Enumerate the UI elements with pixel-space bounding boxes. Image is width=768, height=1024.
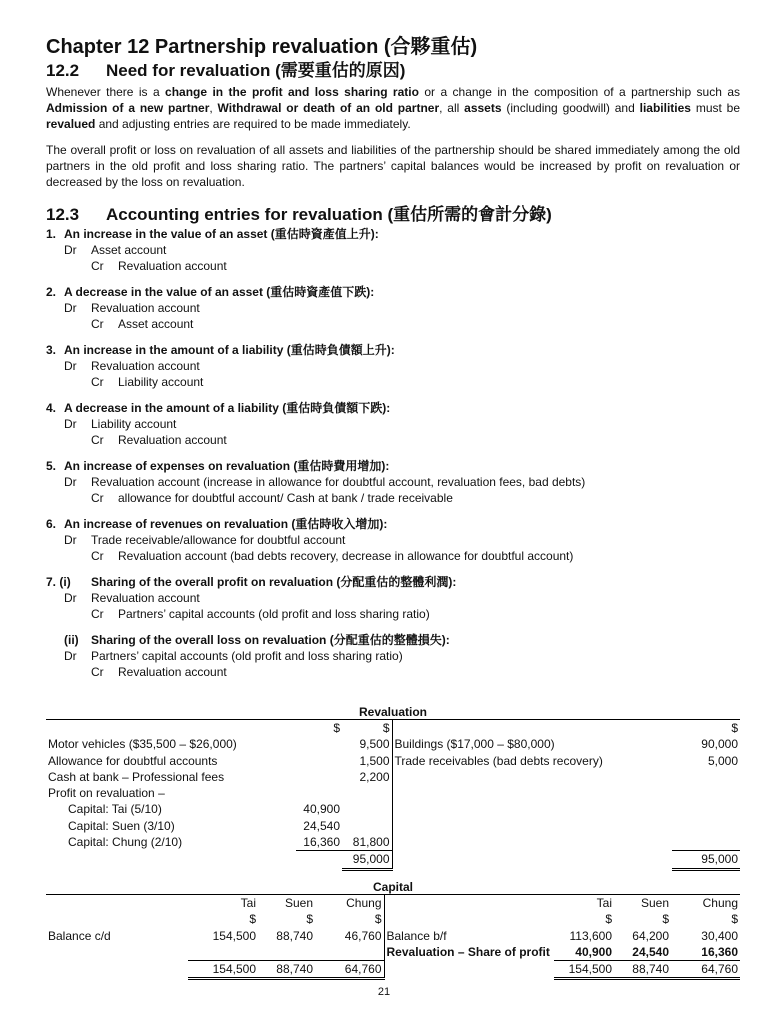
debit-account: Liability account: [91, 417, 177, 431]
dr-label: Dr: [64, 417, 77, 431]
entry-number: 3.: [46, 343, 57, 357]
para1-bold-assets: assets: [464, 101, 502, 115]
dr-label: Dr: [64, 243, 77, 257]
paragraph-need-for-revaluation: [46, 84, 740, 132]
partner-header: Chung: [671, 895, 740, 912]
total-debit: 95,000: [342, 851, 392, 869]
entry-7-ii: [46, 632, 740, 680]
total: 64,760: [671, 961, 740, 979]
cr-label: Cr: [91, 607, 104, 621]
debit-item: Profit on revaluation –: [48, 786, 165, 801]
para1-text-i: (including goodwill) and: [501, 101, 640, 115]
header-row: [46, 895, 740, 912]
dr-label: Dr: [64, 649, 77, 663]
chapter-title: Chapter 12 Partnership revaluation (合夥重估): [46, 36, 478, 58]
credit-account: allowance for doubtful account/ Cash at bank / trade receivable: [118, 491, 453, 505]
total: 88,740: [258, 961, 315, 979]
dr-label: Dr: [64, 475, 77, 489]
entry-number: [46, 574, 91, 590]
para1-bold-admission: Admission of a new partner: [46, 101, 210, 115]
credit-item: Revaluation – Share of profit: [386, 945, 550, 960]
debit-item: Cash at bank – Professional fees: [48, 769, 225, 784]
debit-account: Asset account: [91, 243, 167, 257]
currency-symbol: $: [672, 720, 740, 737]
section-title: Need for revaluation (需要重估的原因): [106, 61, 406, 80]
amount: 5,000: [707, 753, 738, 768]
debit-account: Trade receivable/allowance for doubtful account: [91, 533, 346, 547]
entry-7: [46, 574, 740, 680]
amount: 40,900: [303, 802, 340, 817]
amount: 16,360: [701, 944, 738, 959]
table-row: [46, 720, 740, 737]
entry-title: Sharing of the overall loss on revaluation (分配重估的整體損失):: [91, 633, 450, 647]
total: 64,760: [315, 961, 384, 979]
partner-header: Tai: [554, 895, 614, 912]
entry-7ii-number: (ii): [64, 633, 79, 647]
table-row: [46, 834, 740, 851]
totals-row: [46, 851, 740, 869]
debit-item: Balance c/d: [48, 928, 111, 943]
debit-item: Allowance for doubtful accounts: [48, 753, 218, 768]
amount: 1,500: [342, 753, 392, 769]
amount: 9,500: [342, 736, 392, 752]
para1-bold-liabilities: liabilities: [639, 101, 691, 115]
amount: 46,760: [315, 928, 384, 944]
section-number: 12.2: [46, 61, 80, 80]
paragraph-sharing: The overall profit or loss on revaluation of all assets and liabilities of the partnership should be shared immediately among the old partners in the old profit and loss sharing ratio. The partners’ capital balances would be increased by profit on revaluation or decreased by the loss on revaluation.: [46, 143, 740, 189]
table-row: [46, 769, 740, 785]
currency-symbol: $: [249, 912, 256, 927]
credit-item: Buildings ($17,000 – $80,000): [394, 737, 555, 752]
entry-6: [46, 516, 740, 564]
entry-5: [46, 458, 740, 506]
currency-symbol: $: [296, 720, 342, 737]
para1-bold-withdrawal: Withdrawal or death of an old partner: [217, 101, 440, 115]
partner-header: Tai: [188, 895, 258, 912]
entry-number: 2.: [46, 285, 57, 299]
para1-text-e: ,: [209, 101, 218, 115]
capital-title: Capital: [372, 880, 413, 894]
entry-number: 4.: [46, 401, 57, 415]
debit-account: Revaluation account: [91, 591, 200, 605]
partner-header: Suen: [258, 895, 315, 912]
para1-text-k: must be: [690, 101, 741, 115]
entry-number: 5.: [46, 459, 57, 473]
cr-label: Cr: [91, 491, 104, 505]
section-heading-12-2: [46, 60, 740, 82]
para1-text-g: , all: [439, 101, 465, 115]
currency-symbol: $: [731, 912, 738, 927]
document-page: [46, 34, 740, 680]
debit-item: Motor vehicles ($35,500 – $26,000): [48, 737, 237, 752]
section-title: Accounting entries for revaluation (重估所需的會計分錄): [106, 205, 552, 224]
entry-title: An increase of revenues on revaluation (重估時收入增加):: [64, 517, 388, 531]
debit-account: Revaluation account: [91, 359, 200, 373]
table-row: [46, 928, 740, 944]
amount: [296, 753, 342, 769]
currency-symbol: $: [315, 911, 384, 927]
credit-account: Liability account: [118, 375, 204, 389]
cr-label: Cr: [91, 433, 104, 447]
para1-text-a: Whenever there is a: [46, 85, 166, 99]
entries-list: [46, 226, 740, 680]
amount: 24,540: [632, 944, 669, 959]
amount: 90,000: [701, 737, 738, 752]
para1-text-c: or a change in the composition of a partnership such as: [418, 85, 740, 99]
debit-account: Revaluation account (increase in allowance for doubtful account, revaluation fees, bad debts): [91, 475, 586, 489]
total: 88,740: [614, 961, 671, 979]
entry-title: A decrease in the amount of a liability (重估時負債額下跌):: [64, 401, 391, 415]
table-row: [46, 818, 740, 834]
credit-item: Balance b/f: [386, 928, 447, 943]
currency-symbol: $: [306, 912, 313, 927]
entry-7i-number: (i): [59, 575, 71, 589]
total: 154,500: [188, 961, 258, 979]
cr-label: Cr: [91, 665, 104, 679]
currency-row: [46, 911, 740, 927]
para1-bold-revalued: revalued: [46, 117, 96, 131]
entry-number: 6.: [46, 517, 57, 531]
entry-7-number: 7.: [46, 575, 57, 589]
amount: 40,900: [575, 944, 612, 959]
cr-label: Cr: [91, 549, 104, 563]
partner-header: Chung: [315, 895, 384, 912]
amount: 81,800: [342, 834, 392, 851]
debit-account: Partners’ capital accounts (old profit and loss sharing ratio): [91, 649, 403, 663]
amount: 113,600: [569, 928, 612, 943]
entry-1: [46, 226, 740, 274]
credit-account: Partners’ capital accounts (old profit and loss sharing ratio): [118, 607, 430, 621]
amount: 24,540: [303, 818, 340, 833]
page-number: 21: [377, 986, 391, 998]
amount: 30,400: [701, 928, 738, 943]
total: 154,500: [554, 961, 614, 979]
partner-header: Suen: [614, 895, 671, 912]
revaluation-table: [46, 719, 740, 871]
profit-share-item: Capital: Suen (3/10): [68, 818, 175, 833]
section-number: 12.3: [46, 205, 80, 224]
entry-title: A decrease in the value of an asset (重估時資產值下跌):: [64, 285, 375, 299]
credit-account: Revaluation account: [118, 665, 227, 679]
cr-label: Cr: [91, 375, 104, 389]
entry-title: An increase in the value of an asset (重估時資產值上升):: [64, 227, 379, 241]
entry-title: An increase in the amount of a liability (重估時負債額上升):: [64, 343, 395, 357]
debit-account: Revaluation account: [91, 301, 200, 315]
capital-table: [46, 894, 740, 980]
amount: [296, 769, 342, 785]
dr-label: Dr: [64, 591, 77, 605]
para1-bold-ratio: change in the profit and loss sharing ratio: [165, 85, 419, 99]
entry-number: 1.: [46, 227, 57, 241]
credit-account: Asset account: [118, 317, 194, 331]
revaluation-title: Revaluation: [358, 705, 427, 719]
currency-symbol: $: [342, 720, 392, 737]
profit-share-item: Capital: Chung (2/10): [68, 835, 183, 850]
capital-account: [46, 880, 740, 980]
entry-2: [46, 284, 740, 332]
entry-3: [46, 342, 740, 390]
section-heading-12-3: [46, 204, 740, 226]
table-row: [46, 801, 740, 817]
table-row: [46, 753, 740, 769]
dr-label: Dr: [64, 301, 77, 315]
entry-title: Sharing of the overall profit on revaluation (分配重估的整體利潤):: [91, 575, 457, 589]
dr-label: Dr: [64, 359, 77, 373]
table-row: [46, 944, 740, 961]
currency-symbol: $: [662, 912, 669, 927]
currency-symbol: $: [605, 912, 612, 927]
credit-account: Revaluation account: [118, 259, 227, 273]
total-credit: 95,000: [672, 851, 740, 869]
entry-4: [46, 400, 740, 448]
table-row: [46, 736, 740, 752]
totals-row: [46, 961, 740, 979]
profit-share-item: Capital: Tai (5/10): [68, 802, 162, 817]
cr-label: Cr: [91, 259, 104, 273]
entry-title: An increase of expenses on revaluation (重估時費用增加):: [64, 459, 390, 473]
amount: 16,360: [296, 834, 342, 851]
cr-label: Cr: [91, 317, 104, 331]
para1-text-m: and adjusting entries are required to be made immediately.: [95, 117, 411, 131]
amount: 2,200: [342, 769, 392, 785]
credit-account: Revaluation account: [118, 433, 227, 447]
credit-account: Revaluation account (bad debts recovery, decrease in allowance for doubtful account): [118, 549, 574, 563]
dr-label: Dr: [64, 533, 77, 547]
amount: 64,200: [632, 928, 669, 943]
table-row: [46, 785, 740, 801]
amount: 154,500: [212, 928, 256, 943]
amount: [296, 736, 342, 752]
amount: 88,740: [276, 928, 313, 943]
revaluation-account: [46, 705, 740, 871]
credit-item: Trade receivables (bad debts recovery): [394, 753, 603, 768]
